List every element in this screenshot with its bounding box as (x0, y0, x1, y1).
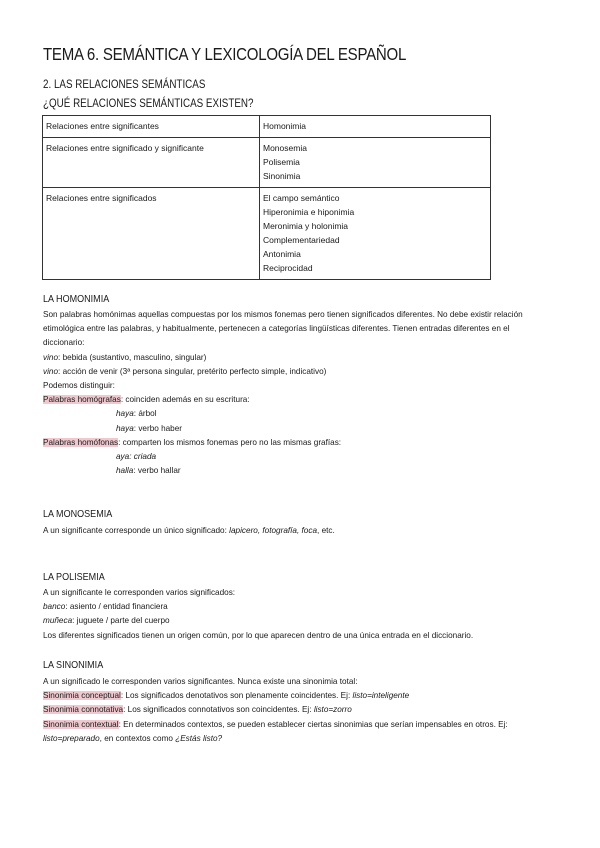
homonimia-body (43, 308, 543, 478)
table-cell-label: Relaciones entre significados (43, 188, 260, 280)
homonimia-paragraph: Son palabras homónimas aquellas compuestas por los mismos fonemas pero tienen significados diferentes. No debe existir relación etimológica entre las palabras, y habitualmente, pertenecen a categorías lingüísticas diferentes. Tienen entradas diferentes en el diccionario: (43, 310, 523, 348)
distinguir-line: Podemos distinguir: (43, 381, 115, 391)
example-line: muñeca: juguete / parte del cuerpo (43, 616, 170, 626)
homofonas-line: Palabras homófonas: comparten los mismos fonemas pero no las mismas grafías: (43, 437, 342, 447)
table-cell-items (260, 188, 491, 280)
table-item: Monosemia (263, 143, 307, 153)
table-item: Homonimia (263, 121, 306, 131)
highlight-term: Palabras homógrafas (43, 395, 121, 405)
relations-table (42, 115, 491, 280)
table-cell-label: Relaciones entre significado y significante (43, 138, 260, 188)
example-line: haya: verbo haber (116, 423, 183, 433)
homografas-line: Palabras homógrafas: coinciden además en su escritura: (43, 395, 250, 405)
polisemia-heading: LA POLISEMIA (43, 571, 105, 583)
example-line: aya: criada (116, 452, 157, 462)
highlight-term: Sinonimia conceptual (43, 691, 121, 701)
sinonimia-heading: LA SINONIMIA (43, 659, 104, 671)
homonimia-heading: LA HOMONIMIA (43, 293, 110, 305)
table-cell-items (260, 138, 491, 188)
example-line: vino: acción de venir (3ª persona singular, pretérito perfecto simple, indicativo) (43, 366, 327, 376)
page-title: TEMA 6. SEMÁNTICA Y LEXICOLOGÍA DEL ESPAÑOL (43, 44, 407, 64)
table-row (43, 138, 491, 188)
example-line: haya: árbol (116, 409, 157, 419)
example-line: halla: verbo hallar (116, 466, 181, 476)
table-item: Complementariedad (263, 235, 340, 245)
table-item: Reciprocidad (263, 263, 313, 273)
table-row (43, 188, 491, 280)
table-item: Antonimia (263, 249, 301, 259)
highlight-term: Sinonimia connotativa (43, 705, 124, 715)
table-item: Polisemia (263, 157, 300, 167)
table-cell-label: Relaciones entre significantes (43, 116, 260, 138)
table-row (43, 116, 491, 138)
sinonimia-body: A un significado le corresponden varios significantes. Nunca existe una sinonimia total: Sinonimia conceptual: Los significados denotativos son plenamente coincidentes. Ej: listo=inteligente Sinonimia connotativa: Los significados connotativos son coincidentes. Ej: listo=zorro Sinonimia contextual: En determinados contextos, se pueden establecer ciertas sinonimias que serían impensables en otros. Ej: listo=preparado, en contextos como ¿Estás listo? (43, 677, 508, 743)
monosemia-body: A un significante corresponde un único significado: lapicero, fotografía, foca, etc. (43, 526, 335, 535)
table-item: El campo semántico (263, 193, 340, 203)
table-item: Meronimia y holonimia (263, 221, 349, 231)
section-subtitle: 2. LAS RELACIONES SEMÁNTICAS (43, 77, 206, 91)
question-subtitle: ¿QUÉ RELACIONES SEMÁNTICAS EXISTEN? (43, 96, 254, 110)
table-cell-items (260, 116, 491, 138)
table-item: Hiperonimia e hiponimia (263, 207, 355, 217)
example-line: banco: asiento / entidad financiera (43, 602, 168, 612)
example-line: vino: bebida (sustantivo, masculino, singular) (43, 352, 207, 362)
monosemia-heading: LA MONOSEMIA (43, 508, 113, 520)
polisemia-body: A un significante le corresponden varios significados: banco: asiento / entidad financiera muñeca: juguete / parte del cuerpo Los diferentes significados tienen un origen común, por lo que aparecen dentro de una única entrada en el diccionario. (43, 586, 543, 643)
highlight-term: Sinonimia contextual (43, 719, 119, 729)
table-item: Sinonimia (263, 171, 301, 181)
highlight-term: Palabras homófonas (43, 437, 119, 447)
